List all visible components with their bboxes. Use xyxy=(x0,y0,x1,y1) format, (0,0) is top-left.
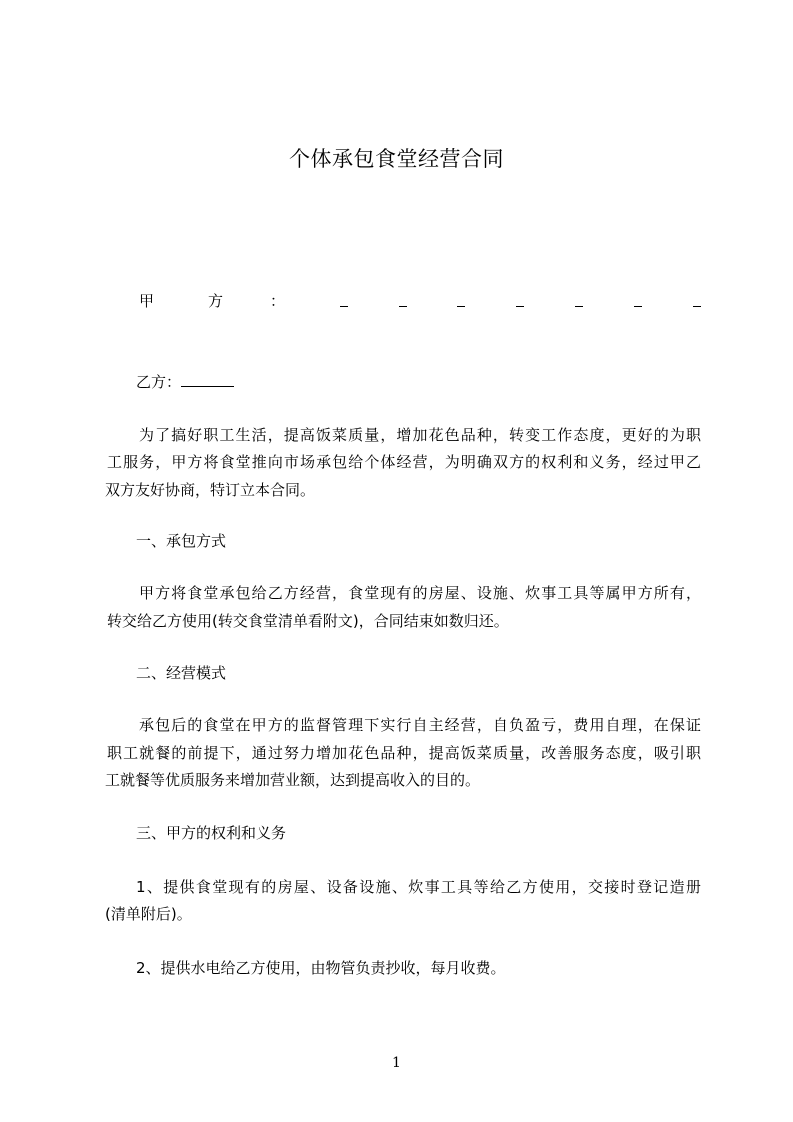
section3-item1-line-1: 1、提供食堂现有的房屋、设备设施、炊事工具等给乙方使用，交接时登记造册 xyxy=(136,878,701,896)
party-a-blank-6 xyxy=(634,292,642,307)
party-b-blank xyxy=(181,372,234,387)
intro-line-1: 为了搞好职工生活，提高饭菜质量，增加花色品种，转变工作态度，更好的为职 xyxy=(139,426,701,444)
party-a-blank-4 xyxy=(516,292,524,307)
party-b-label: 乙方： xyxy=(136,373,182,391)
section1-line-2: 转交给乙方使用(转交食堂清单看附文)，合同结束如数归还。 xyxy=(107,612,509,630)
party-a-label-char1: 甲 xyxy=(139,292,155,310)
page-number: 1 xyxy=(392,1055,401,1071)
party-a-blank-7 xyxy=(693,292,701,307)
party-a-blank-1 xyxy=(340,292,348,307)
section1-heading: 一、承包方式 xyxy=(136,532,227,550)
party-a-blank-3 xyxy=(457,292,465,307)
section1-line-1: 甲方将食堂承包给乙方经营，食堂现有的房屋、设施、炊事工具等属甲方所有， xyxy=(139,584,701,602)
party-a-colon: ： xyxy=(270,292,286,310)
section2-line-3: 工就餐等优质服务来增加营业额，达到提高收入的目的。 xyxy=(105,771,481,789)
document-title: 个体承包食堂经营合同 xyxy=(289,147,504,171)
section3-item2: 2、提供水电给乙方使用，由物管负责抄收，每月收费。 xyxy=(136,959,506,977)
party-a-label-char2: 方 xyxy=(208,292,224,310)
party-a-blank-2 xyxy=(399,292,407,307)
party-a-blank-5 xyxy=(575,292,583,307)
section3-item1-line-2: (清单附后)。 xyxy=(105,905,192,923)
party-a-line xyxy=(139,290,701,314)
section2-heading: 二、经营模式 xyxy=(136,664,227,682)
section3-heading: 三、甲方的权利和义务 xyxy=(136,824,287,842)
section2-line-2: 职工就餐的前提下，通过努力增加花色品种，提高饭菜质量，改善服务态度，吸引职 xyxy=(107,744,701,762)
party-b-line xyxy=(136,372,234,392)
intro-line-2: 工服务，甲方将食堂推向市场承包给个体经营，为明确双方的权利和义务，经过甲乙 xyxy=(107,453,701,471)
section2-line-1: 承包后的食堂在甲方的监督管理下实行自主经营，自负盈亏，费用自理，在保证 xyxy=(139,716,701,734)
intro-line-3: 双方友好协商，特订立本合同。 xyxy=(105,481,316,499)
